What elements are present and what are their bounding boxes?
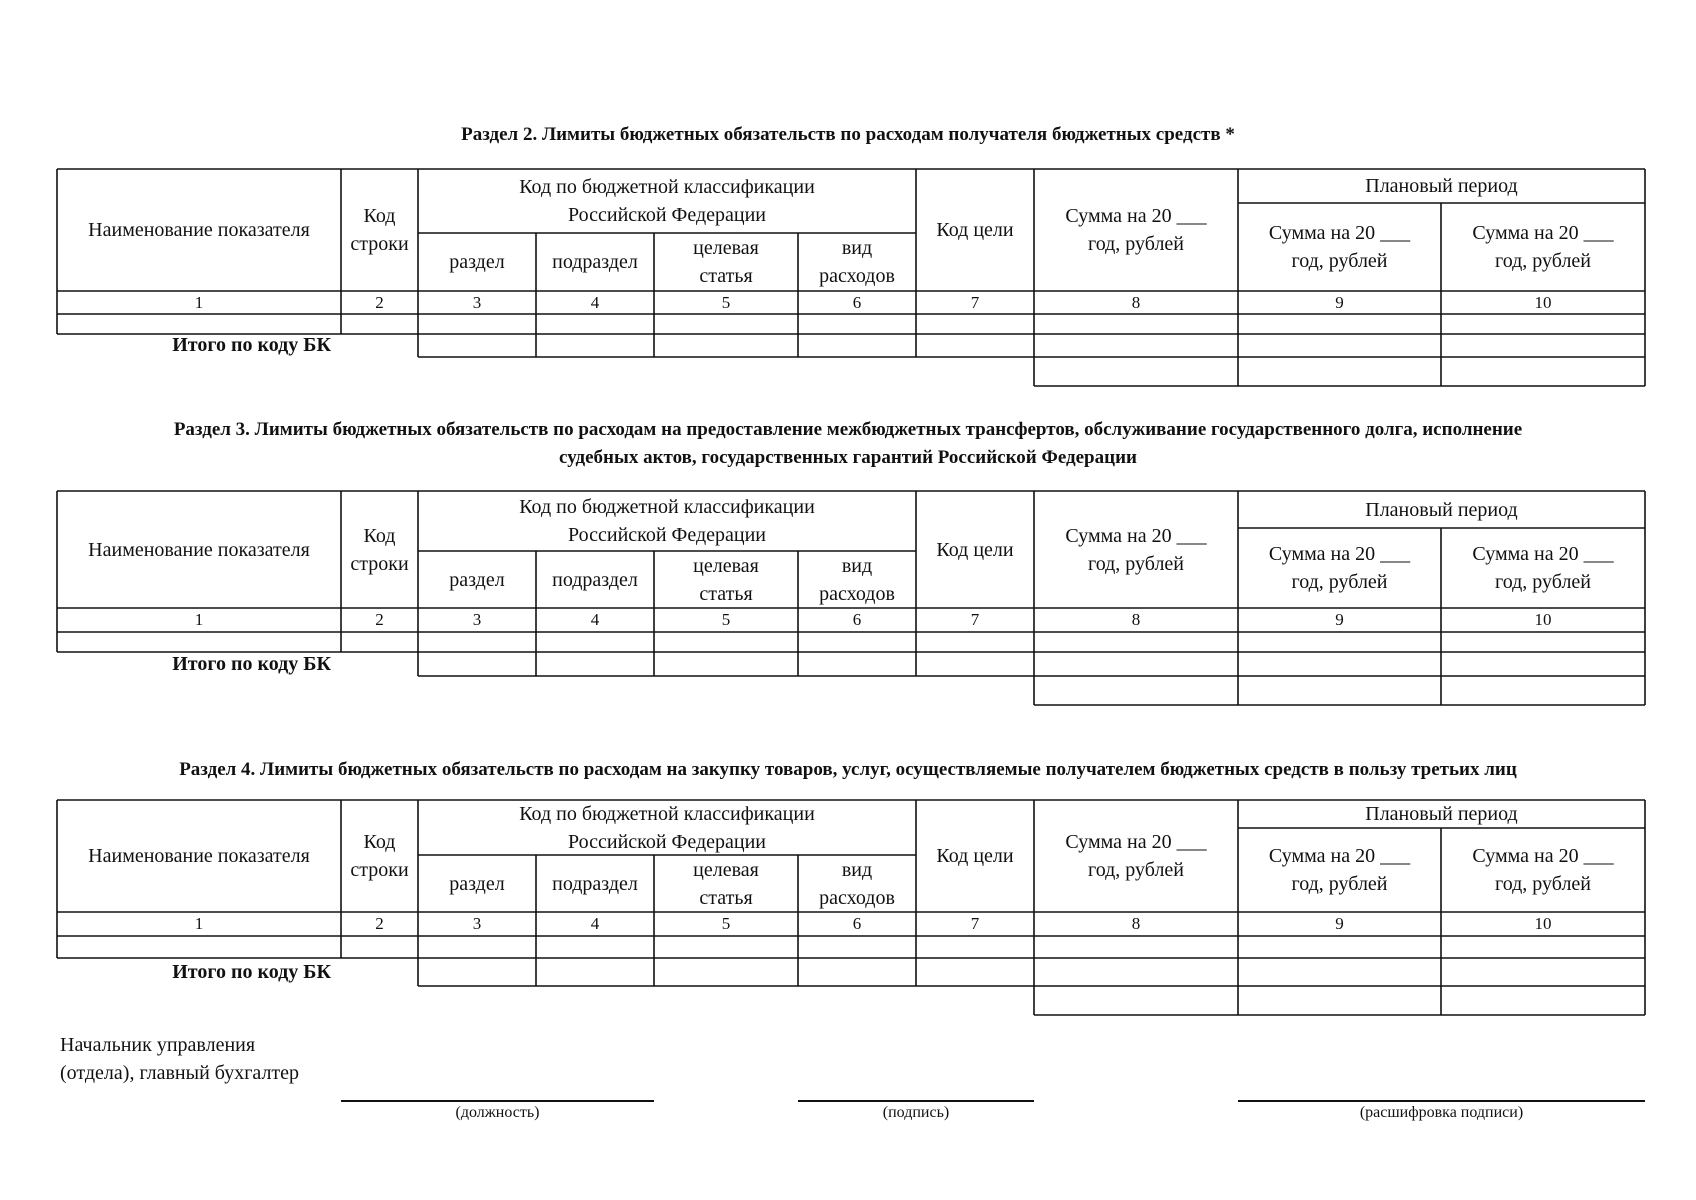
table-3-hdr-razdel: [418, 551, 536, 608]
table-2-hdr-sum: [1034, 169, 1238, 291]
position-label: (должность): [455, 1104, 540, 1121]
table-4-hdr-goal-code-text: Код цели: [936, 845, 1014, 867]
table-2-hdr-sum-text: год, рублей: [1087, 233, 1184, 255]
table-2-colnum-1-text: 1: [194, 292, 204, 312]
table-3-hdr-bk-code-text: Код по бюджетной классификации: [519, 496, 815, 518]
table-2-itogo-label: Итого по коду БК: [172, 334, 331, 356]
table-2-hdr-vid: [798, 233, 916, 291]
table-2-hdr-bk-code-text: Российской Федерации: [567, 204, 767, 226]
table-2-colnum-5: [654, 291, 798, 314]
table-4-colnum-1-text: 1: [194, 914, 204, 933]
table-2-hdr-target: [654, 233, 798, 291]
table-2-hdr-target-text: целевая: [693, 237, 759, 259]
head-title-line1: Начальник управления: [60, 1034, 256, 1056]
table-3-hdr-target-text: целевая: [693, 554, 759, 577]
table-3-itogo-label: Итого по коду БК: [172, 653, 331, 675]
table-4-hdr-plan-sum-1-text: год, рублей: [1291, 873, 1388, 895]
table-4-colnum-10: [1441, 912, 1645, 936]
table-3-hdr-goal-code: [916, 491, 1034, 608]
table-4-hdr-plan-sum-2: [1441, 828, 1645, 912]
table-2-colnum-10: [1441, 291, 1645, 314]
table-4-hdr-plan-sum-2-text: год, рублей: [1494, 873, 1591, 895]
table-4-hdr-razdel: [418, 855, 536, 912]
table-4-hdr-bk-code-text: Код по бюджетной классификации: [519, 802, 815, 825]
table-4-colnum-4-text: 4: [590, 914, 600, 933]
table-3-hdr-plan-sum-2-text: год, рублей: [1494, 571, 1591, 593]
table-3-hdr-sum-text: Сумма на 20 ___: [1065, 524, 1207, 547]
table-4-colnum-5: [654, 912, 798, 936]
table-4-hdr-vid: [798, 855, 916, 912]
section-4-title: Раздел 4. Лимиты бюджетных обязательств по расходам на закупку товаров, услуг, осуществляемые получателем бюджетных средств в пользу третьих лиц: [179, 759, 1517, 780]
table-4-hdr-podrazdel-text: подраздел: [552, 872, 638, 895]
table-2-hdr-indicator: [57, 169, 341, 291]
table-3-hdr-plan-sum-1: [1238, 528, 1441, 608]
table-3-colnum-7-text: 7: [970, 610, 980, 629]
table-3-hdr-target: [654, 551, 798, 608]
table-2-hdr-podrazdel: [536, 233, 654, 291]
table-2-hdr-target-text: статья: [699, 265, 753, 287]
table-3-hdr-vid-text: расходов: [819, 582, 895, 605]
head-title-line2: (отдела), главный бухгалтер: [60, 1062, 300, 1084]
table-3-colnum-9-text: 9: [1335, 610, 1344, 629]
table-3-colnum-4: [536, 608, 654, 632]
section-3-title-line2: судебных актов, государственных гарантий Российской Федерации: [559, 447, 1137, 468]
table-2-hdr-plan-sum-2: [1441, 203, 1645, 291]
table-4-hdr-razdel-text: раздел: [449, 872, 505, 895]
table-3-hdr-indicator-text: Наименование показателя: [88, 538, 310, 561]
table-2-hdr-bk-code-text: Код по бюджетной классификации: [519, 176, 815, 198]
table-2-colnum-4: [536, 291, 654, 314]
table-4-colnum-1: [57, 912, 341, 936]
table-3-colnum-3: [418, 608, 536, 632]
table-3-colnum-7: [916, 608, 1034, 632]
table-2-hdr-row-code-text: Код: [363, 205, 396, 227]
table-3-hdr-row-code-text: строки: [350, 552, 409, 575]
table-4-colnum-9-text: 9: [1335, 914, 1344, 933]
table-2-hdr-razdel: [418, 233, 536, 291]
table-2-hdr-vid-text: вид: [841, 237, 873, 259]
table-3-colnum-5: [654, 608, 798, 632]
table-3-hdr-target-text: статья: [699, 582, 753, 605]
table-2-hdr-row-code: [341, 169, 418, 291]
table-4-hdr-target: [654, 855, 798, 912]
table-3-colnum-1: [57, 608, 341, 632]
table-4-colnum-3: [418, 912, 536, 936]
table-4-hdr-goal-code: [916, 800, 1034, 912]
table-4-colnum-8: [1034, 912, 1238, 936]
table-2-colnum-4-text: 4: [590, 292, 600, 312]
decoding-label: (расшифровка подписи): [1359, 1104, 1524, 1121]
signature-label: (подпись): [882, 1104, 950, 1121]
table-2-colnum-3: [418, 291, 536, 314]
table-4-hdr-bk-code-text: Российской Федерации: [567, 830, 767, 853]
table-3-colnum-6-text: 6: [852, 610, 862, 629]
table-2-colnum-9-text: 9: [1335, 292, 1344, 312]
table-4-hdr-indicator: [57, 800, 341, 912]
table-4-colnum-4: [536, 912, 654, 936]
table-2-colnum-2: [341, 291, 418, 314]
table-3-hdr-vid: [798, 551, 916, 608]
table-4-hdr-plan-period-text: Плановый период: [1365, 803, 1518, 825]
section-3-title-line1: Раздел 3. Лимиты бюджетных обязательств по расходам на предоставление межбюджетных трансфертов, обслуживание государственного долга, исполнение: [173, 419, 1523, 440]
table-3-colnum-8-text: 8: [1131, 610, 1141, 629]
table-2-colnum-9: [1238, 291, 1441, 314]
table-4-colnum-5-text: 5: [721, 914, 731, 933]
table-3-hdr-razdel-text: раздел: [449, 568, 505, 591]
table-2-hdr-goal-code-text: Код цели: [936, 219, 1014, 241]
table-3-hdr-plan-sum-1-text: год, рублей: [1291, 571, 1388, 593]
signature-line[interactable]: [798, 1100, 1034, 1102]
table-4-itogo-label: Итого по коду БК: [172, 961, 331, 983]
table-2-hdr-sum-text: Сумма на 20 ___: [1065, 205, 1207, 227]
table-2-hdr-plan-sum-2-text: год, рублей: [1494, 250, 1591, 272]
table-3-colnum-5-text: 5: [721, 610, 731, 629]
table-4-hdr-target-text: целевая: [693, 858, 759, 881]
table-3-hdr-bk-code-text: Российской Федерации: [567, 524, 767, 546]
table-2-colnum-5-text: 5: [721, 292, 731, 312]
table-4-hdr-plan-period: [1238, 800, 1645, 828]
table-3-hdr-plan-sum-1-text: Сумма на 20 ___: [1268, 543, 1411, 565]
table-2-hdr-podrazdel-text: подраздел: [552, 251, 638, 273]
table-4-hdr-bk-code: [418, 800, 916, 855]
table-3-colnum-2: [341, 608, 418, 632]
table-4-hdr-row-code-text: Код: [363, 831, 396, 853]
table-2-colnum-2-text: 2: [375, 292, 384, 312]
table-2-hdr-plan-sum-1-text: Сумма на 20 ___: [1268, 222, 1411, 244]
table-4-colnum-3-text: 3: [472, 914, 482, 933]
table-2-hdr-row-code-text: строки: [350, 233, 409, 255]
table-4-colnum-6-text: 6: [852, 914, 862, 933]
table-2-hdr-plan-sum-1: [1238, 203, 1441, 291]
table-4-colnum-7-text: 7: [970, 914, 980, 933]
table-4-hdr-vid-text: расходов: [819, 886, 895, 909]
table-2-colnum-1: [57, 291, 341, 314]
table-2-hdr-plan-sum-1-text: год, рублей: [1291, 250, 1388, 272]
table-3-colnum-10: [1441, 608, 1645, 632]
section-2-title: Раздел 2. Лимиты бюджетных обязательств по расходам получателя бюджетных средств *: [461, 124, 1235, 145]
table-4-hdr-row-code: [341, 800, 418, 912]
table-3-hdr-sum: [1034, 491, 1238, 608]
table-2-hdr-indicator-text: Наименование показателя: [88, 219, 310, 241]
table-4-hdr-podrazdel: [536, 855, 654, 912]
table-4-colnum-8-text: 8: [1131, 914, 1141, 933]
table-4-hdr-sum-text: год, рублей: [1087, 859, 1184, 881]
table-4-colnum-2-text: 2: [375, 914, 384, 933]
table-3-hdr-row-code: [341, 491, 418, 608]
table-2-hdr-vid-text: расходов: [819, 265, 895, 287]
table-3-hdr-plan-period: [1238, 491, 1645, 528]
table-2-colnum-7-text: 7: [970, 292, 980, 312]
table-4-colnum-6: [798, 912, 916, 936]
table-2-hdr-bk-code: [418, 169, 916, 233]
table-3-hdr-sum-text: год, рублей: [1087, 552, 1184, 575]
table-3-hdr-goal-code-text: Код цели: [936, 538, 1014, 561]
table-2-colnum-6-text: 6: [852, 292, 862, 312]
table-4-hdr-vid-text: вид: [841, 858, 873, 881]
table-2-colnum-8: [1034, 291, 1238, 314]
table-4-hdr-plan-sum-1-text: Сумма на 20 ___: [1268, 845, 1411, 867]
table-3-hdr-indicator: [57, 491, 341, 608]
table-2-colnum-10-text: 10: [1534, 292, 1552, 312]
table-3-hdr-plan-sum-2: [1441, 528, 1645, 608]
table-3-hdr-plan-period-text: Плановый период: [1365, 498, 1518, 521]
table-2-colnum-7: [916, 291, 1034, 314]
table-3-colnum-2-text: 2: [375, 610, 384, 629]
table-2-hdr-razdel-text: раздел: [449, 251, 505, 273]
table-2-hdr-plan-period: [1238, 169, 1645, 203]
table-4-hdr-sum-text: Сумма на 20 ___: [1065, 831, 1207, 853]
table-4-hdr-sum: [1034, 800, 1238, 912]
table-2-hdr-goal-code: [916, 169, 1034, 291]
table-3-colnum-6: [798, 608, 916, 632]
table-2-colnum-8-text: 8: [1131, 292, 1141, 312]
table-3-hdr-bk-code: [418, 491, 916, 551]
table-3-hdr-plan-sum-2-text: Сумма на 20 ___: [1472, 543, 1614, 565]
table-3-colnum-10-text: 10: [1534, 610, 1552, 629]
table-2-hdr-plan-sum-2-text: Сумма на 20 ___: [1472, 222, 1614, 244]
table-2-colnum-6: [798, 291, 916, 314]
table-4-colnum-2: [341, 912, 418, 936]
table-4-colnum-10-text: 10: [1534, 914, 1552, 933]
table-3-colnum-8: [1034, 608, 1238, 632]
position-line[interactable]: [341, 1100, 654, 1102]
table-3-hdr-vid-text: вид: [841, 554, 873, 577]
table-4-colnum-9: [1238, 912, 1441, 936]
decoding-line[interactable]: [1238, 1100, 1645, 1102]
table-4-colnum-7: [916, 912, 1034, 936]
table-4-hdr-plan-sum-2-text: Сумма на 20 ___: [1472, 845, 1614, 867]
table-4-hdr-target-text: статья: [699, 886, 753, 909]
table-3-hdr-podrazdel: [536, 551, 654, 608]
table-3-hdr-podrazdel-text: подраздел: [552, 568, 638, 591]
table-3-colnum-3-text: 3: [472, 610, 482, 629]
table-4-hdr-row-code-text: строки: [350, 859, 409, 881]
table-2-hdr-plan-period-text: Плановый период: [1365, 175, 1518, 197]
table-3-colnum-1-text: 1: [194, 610, 204, 629]
table-2-colnum-3-text: 3: [472, 292, 482, 312]
table-3-hdr-row-code-text: Код: [363, 524, 396, 547]
table-3-colnum-4-text: 4: [590, 610, 600, 629]
table-4-hdr-indicator-text: Наименование показателя: [88, 845, 310, 867]
table-4-hdr-plan-sum-1: [1238, 828, 1441, 912]
table-3-colnum-9: [1238, 608, 1441, 632]
